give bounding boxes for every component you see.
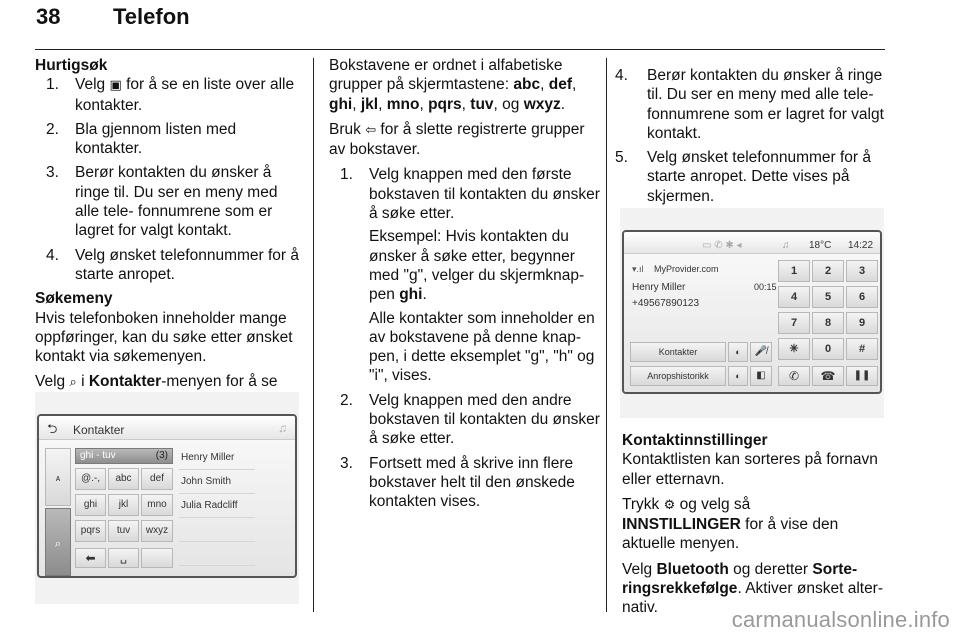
heading-sokemeny: Søkemeny xyxy=(35,290,113,308)
contact-list-empty-row xyxy=(179,520,255,542)
list-item: 3. Berør kontakten du ønsker å ringe til. Du ser en meny med alle tele- fonnumrene som er lagret for valgt kontakt. xyxy=(46,164,278,240)
search-tab[interactable] xyxy=(45,508,71,576)
list-item: 4. Velg ønsket telefonnummer for å starte anropet. xyxy=(46,246,300,283)
phone-key[interactable]: # xyxy=(846,338,878,360)
contact-list-item[interactable]: Julia Radcliff xyxy=(179,496,255,518)
paragraph: Bokstavene er ordnet i alfabetiske grupper på skjermtastene: abc, def, ghi, jkl, mno, pqrs, tuv, og wxyz. xyxy=(329,57,577,113)
page-number: 38 xyxy=(36,4,61,29)
phone-key[interactable]: 3 xyxy=(846,260,878,282)
phone-key[interactable]: 1 xyxy=(778,260,810,282)
infotainment-screen xyxy=(622,230,882,394)
page-title: Telefon xyxy=(113,4,190,29)
phone-key[interactable]: 8 xyxy=(812,312,844,334)
infotainment-screen xyxy=(37,414,297,578)
empty-key xyxy=(141,548,173,568)
letter-key[interactable]: ghi xyxy=(75,494,106,516)
contacts-search-screenshot xyxy=(35,392,299,604)
dtmf-toggle-icon[interactable]: ◐ xyxy=(728,366,748,386)
screen-title: Kontakter xyxy=(73,423,125,437)
letter-key[interactable]: def xyxy=(141,468,173,490)
hang-up-icon[interactable]: ☎ xyxy=(812,366,844,386)
list-item: 2. Bla gjennom listen med kontakter. xyxy=(46,120,237,158)
phone-status-icons: ▭ ✆ ✱ ◂ xyxy=(702,240,742,251)
list-item: 2. Velg knappen med den andre bokstaven til kontakten du ønsker å søke etter. xyxy=(340,391,600,448)
contacts-button[interactable]: Kontakter xyxy=(630,342,726,362)
list-item: 1. Velg knappen med den første bokstaven til kontakten du ønsker å søke etter. Eksempel: Hvis kontakten du ønsker å søke etter, begynner med "g", velger du skjermknap- pen ghi. Alle kontakter som inneholder en av bokstavene på denne knap- pen, i dette eksemplet "g", "h" og "i", vises. xyxy=(340,166,600,385)
music-icon: ♫ xyxy=(278,421,287,435)
phone-key[interactable]: 5 xyxy=(812,286,844,308)
column-3-lower xyxy=(622,431,887,624)
paragraph: Hvis telefonboken inneholder mange oppføringer, kan du søke etter ønsket kontakt via søkemenyen. xyxy=(35,309,293,366)
column-2 xyxy=(329,56,601,517)
call-icon[interactable]: ✆ xyxy=(778,366,810,386)
search-icon: ⌕ xyxy=(69,375,77,391)
paragraph: Velg Bluetooth og deretter Sorte- ringsrekkefølge. Aktiver ønsket alter- nativ. xyxy=(622,560,884,617)
delete-key[interactable]: ⬅ xyxy=(75,548,106,568)
list-item: 3. Fortsett med å skrive inn flere bokstaver helt til den ønskede kontakten vises. xyxy=(340,454,575,511)
phone-key[interactable]: 6 xyxy=(846,286,878,308)
temperature: 18°C xyxy=(809,240,832,251)
letter-key[interactable]: @.-, xyxy=(75,468,106,490)
list-item: 1. Velg ▣ for å se en liste over alle kontakter. xyxy=(46,76,295,114)
list-item: 4. Berør kontakten du ønsker å ringe til. Du ser en meny med alle tele- fonnumrene som er lagret for valgt kontakt. xyxy=(615,67,884,142)
speaker-icon[interactable]: ◧ xyxy=(750,366,772,386)
contacts-icon: ▣ xyxy=(109,78,122,94)
phone-key[interactable]: 7 xyxy=(778,312,810,334)
search-steps xyxy=(312,165,601,511)
alphabet-icon: ᴀ xyxy=(55,473,61,483)
call-steps xyxy=(605,66,887,206)
phone-key[interactable]: 0 xyxy=(812,338,844,360)
search-field[interactable]: ghi - tuv (3) xyxy=(75,448,173,464)
letter-key[interactable]: pqrs xyxy=(75,520,106,542)
signal-icon: ▾.ıl xyxy=(632,264,644,274)
contact-list-empty-row xyxy=(179,544,255,566)
header-rule xyxy=(35,49,885,50)
config-icon: ⚙ xyxy=(663,497,676,513)
column-3 xyxy=(615,56,887,211)
letter-key[interactable]: wxyz xyxy=(141,520,173,542)
column-1 xyxy=(35,56,300,418)
letter-key[interactable]: mno xyxy=(141,494,173,516)
status-bar xyxy=(624,232,880,254)
call-duration: 00:15 xyxy=(754,282,777,292)
letter-key[interactable]: tuv xyxy=(108,520,139,542)
phone-key[interactable]: 2 xyxy=(812,260,844,282)
watermark: carmanualsonline.info xyxy=(731,607,950,632)
call-screenshot xyxy=(620,208,884,418)
dtmf-toggle-icon[interactable]: ◐ xyxy=(728,342,748,362)
paragraph: Velg ⌕ i Kontakter-menyen for å se xyxy=(35,372,300,412)
call-history-button[interactable]: Anropshistorikk xyxy=(630,366,726,386)
space-key[interactable]: ␣ xyxy=(108,548,139,568)
caller-name: Henry Miller xyxy=(632,282,686,293)
caller-number: +49567890123 xyxy=(632,298,700,309)
heading-hurtigsok: Hurtigsøk xyxy=(35,57,108,74)
screen-header xyxy=(39,416,295,440)
alphabet-tab[interactable] xyxy=(45,448,71,506)
heading-kontaktinnstillinger: Kontaktinnstillinger xyxy=(622,432,768,449)
paragraph: Bruk ⇦ for å slette registrerte grupper av bokstaver. xyxy=(329,120,585,159)
letter-key[interactable]: jkl xyxy=(108,494,139,516)
provider: MyProvider.com xyxy=(654,264,719,274)
backspace-icon: ⇦ xyxy=(365,122,377,138)
paragraph: Trykk ⚙ og velg så INNSTILLINGER for å vise den aktuelle menyen. xyxy=(622,495,839,553)
contact-list-item[interactable]: Henry Miller xyxy=(179,448,255,470)
hold-icon[interactable]: ❚❚ xyxy=(846,366,878,386)
quick-search-steps xyxy=(35,75,300,284)
list-item: 5. Velg ønsket telefonnummer for å starte anropet. Dette vises på skjermen. xyxy=(615,149,872,205)
letter-key[interactable]: abc xyxy=(108,468,139,490)
paragraph: Kontaktlisten kan sorteres på fornavn eller etternavn. xyxy=(622,451,878,488)
phone-key[interactable]: ✳ xyxy=(778,338,810,360)
contact-list-item[interactable]: John Smith xyxy=(179,472,255,494)
phone-key[interactable]: 9 xyxy=(846,312,878,334)
mute-microphone-icon[interactable]: 🎤̸ xyxy=(750,342,772,362)
back-icon: ⮌ xyxy=(47,421,58,436)
clock: 14:22 xyxy=(848,240,874,251)
search-icon: ⌕ xyxy=(54,538,62,550)
phone-key[interactable]: 4 xyxy=(778,286,810,308)
music-icon: ♫ xyxy=(782,240,790,251)
